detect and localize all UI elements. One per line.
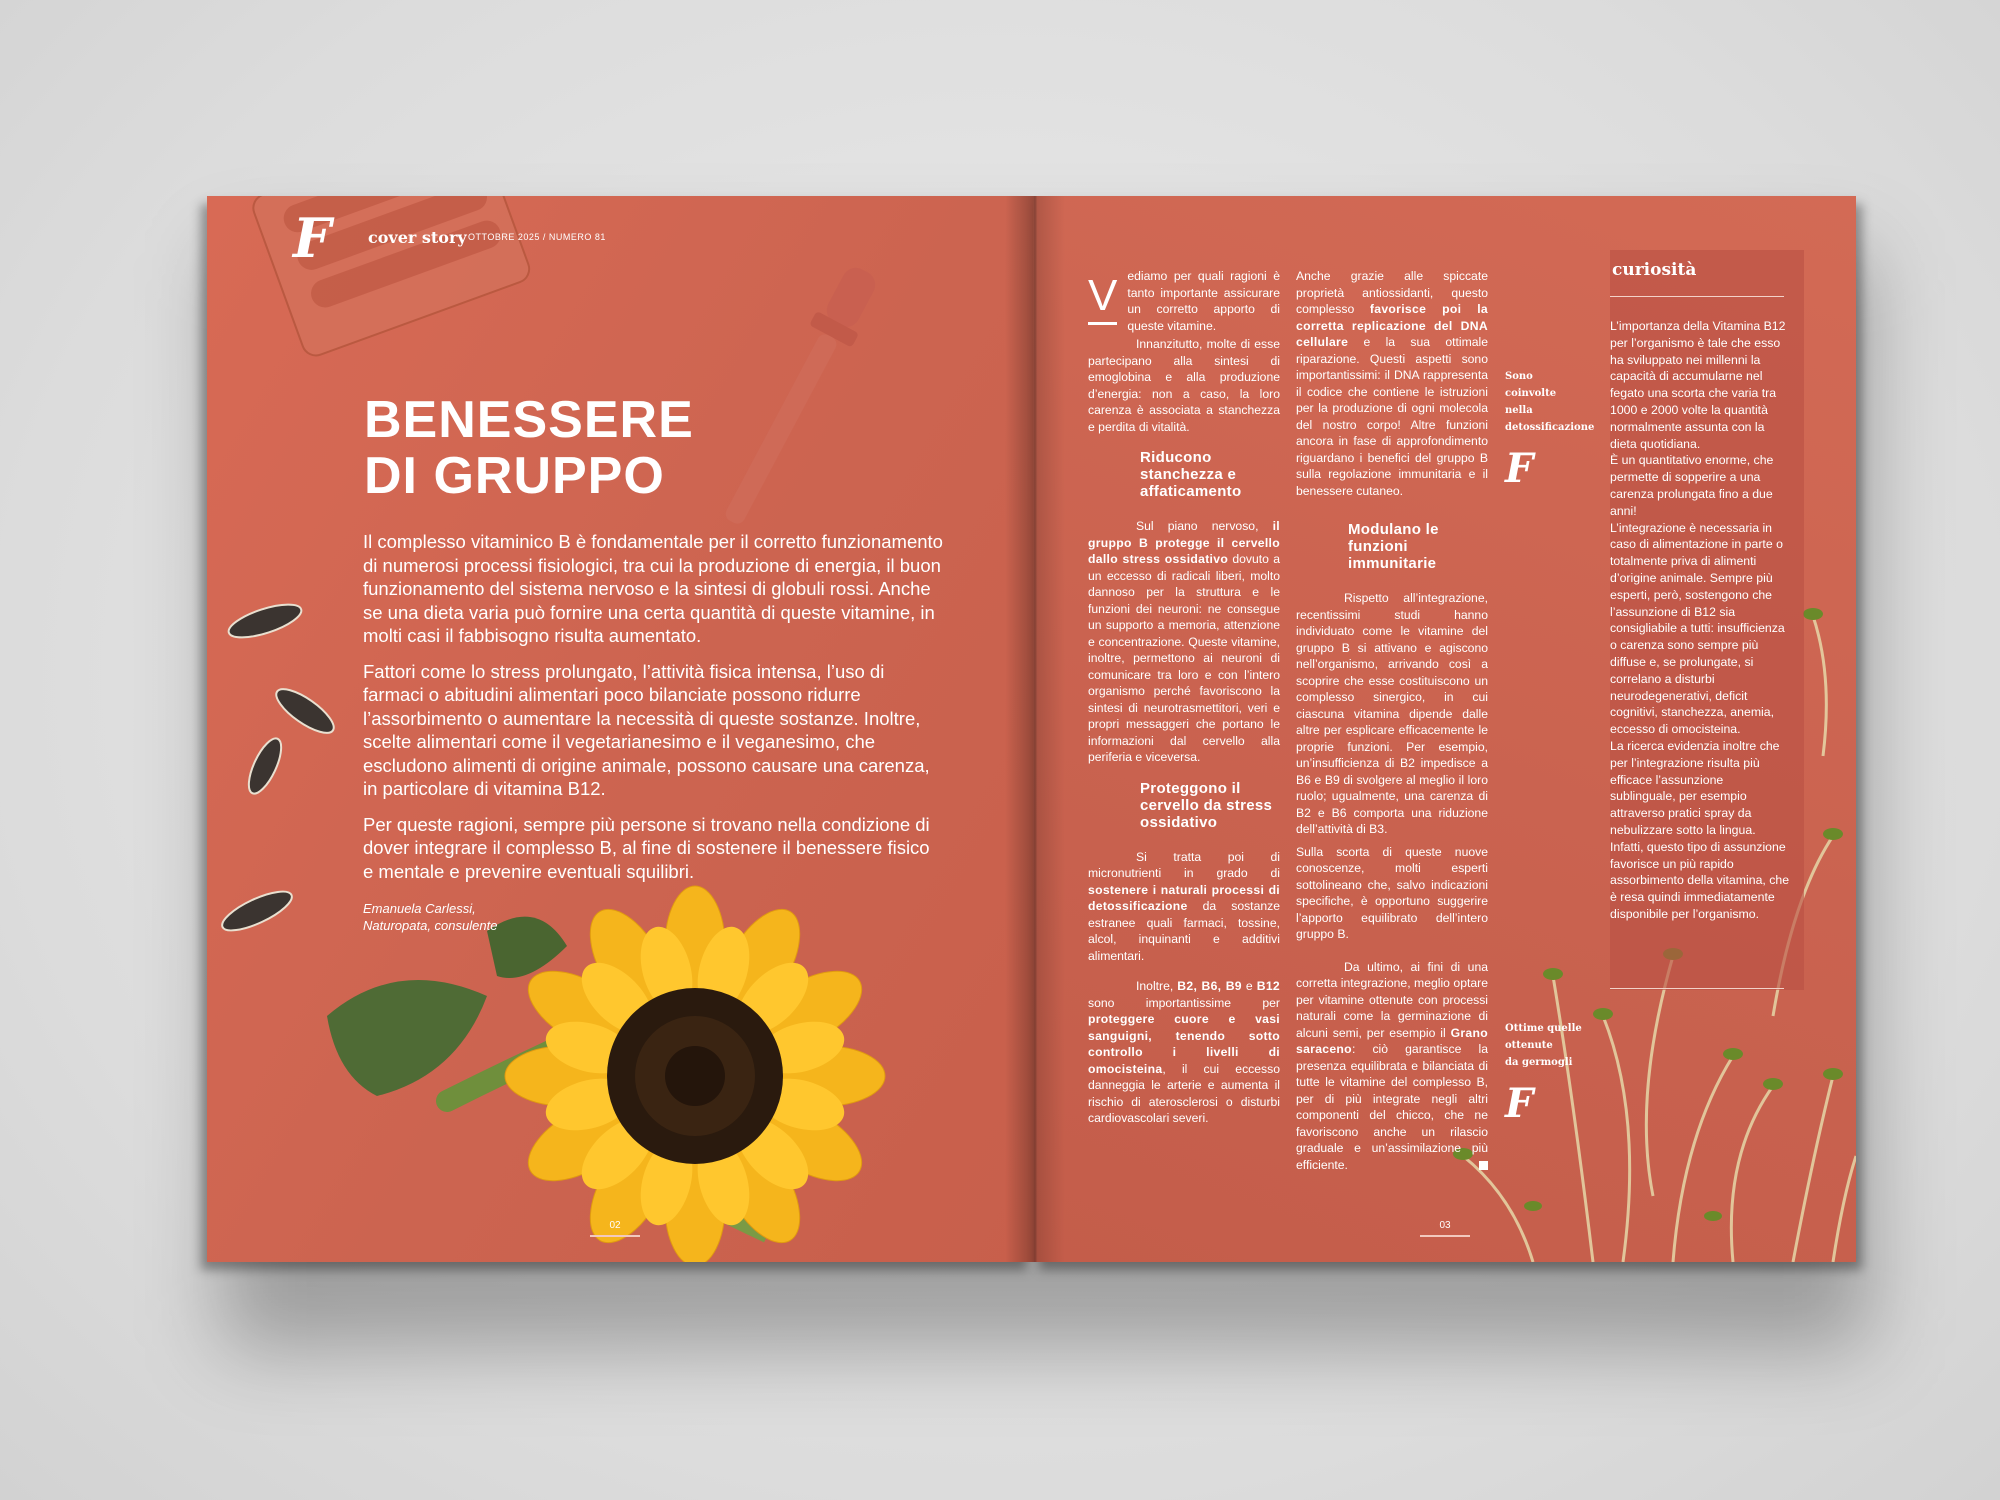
curiosita-paragraph: L’importanza della Vitamina B12 per l’organismo è tale che esso ha sviluppato nei millenni la capacità di accumularne nel fegato una scorta che varia tra 1000 e 2000 volte la quantità normalmente assunta con la dieta quotidiana. (1610, 319, 1786, 451)
col1-paragraph: ediamo per quali ragioni è tanto importante assicurare un corretto apporto di queste vitamine. (1127, 269, 1280, 333)
col1-paragraph: Inoltre, B2, B6, B9 e B12 sono importantissime per proteggere cuore e vasi sanguigni, tenendo sotto controllo i livelli di omocisteina, il cui eccesso danneggia le arterie e aumenta il rischio di aterosclerosi o disturbi cardiovascolari severi. (1088, 979, 1280, 1125)
page-number-right: 03 (1420, 1220, 1470, 1237)
curiosita-title: curiosità (1612, 260, 1697, 280)
spine-gutter (1005, 196, 1065, 1262)
curiosita-paragraph: L’integrazione è necessaria in caso di alimentazione in parte o totalmente priva di alimenti d’origine animale. Sempre più esperti, però, sostengono che l’assunzione di B12 sia consigliabile a tutti: insufficienza o carenza sono sempre più diffuse e, se prolungate, si correlano a disturbi neurodegenerativi, deficit cognitivi, stanchezza, anemia, eccesso di omocisteina. (1610, 520, 1785, 737)
issue-label: OTTOBRE 2025 / NUMERO 81 (468, 232, 606, 242)
intro-paragraph: Il complesso vitaminico B è fondamentale per il corretto funzionamento di numerosi processi fisiologici, tra cui la produzione di energia, il buon funzionamento del sistema nervoso e la sintesi di globuli rossi. Anche se una dieta varia può fornire una certa quantità di queste vitamine, in molti casi il fabbisogno risulta aumentato. (363, 531, 943, 646)
title-line-2: DI GRUPPO (364, 447, 665, 505)
side-note-germogli: Ottime quelle ottenute da germogli (1505, 1023, 1582, 1068)
intro-paragraph: Per queste ragioni, sempre più persone si trovano nella condizione di dover integrare il complesso B, al fine di sostenere il benessere fisico e mentale e prevenire eventuali squilibri. (363, 813, 930, 882)
col1-paragraph: Innanzitutto, molte di esse partecipano alla sintesi di emoglobina e alla produzione d’energia: non a caso, la loro carenza è associata a stanchezza e perdita di vitalità. (1088, 337, 1280, 434)
col2-paragraph: Sulla scorta di queste nuove conoscenze, molti esperti sottolineano che, salvo indicazioni specifiche, è opportuno suggerire l’apporto equilibrato dell’intero gruppo B. (1296, 844, 1488, 941)
side-logo-icon: F (1505, 445, 1534, 492)
subheading-riducono: Riducono stanchezza e affaticamento (1140, 449, 1242, 500)
side-note-detox: Sono coinvolte nella detossificazione (1505, 371, 1595, 433)
col1-paragraph: Si tratta poi di micronutrienti in grado di sostenere i naturali processi di detossificazione da sostanze estranee quali farmaci, tossine, alcol, inquinanti e additivi alimentari. (1088, 849, 1280, 963)
col2-paragraph: Rispetto all’integrazione, recentissimi studi hanno individuato come le vitamine del gruppo B si attivano e agiscono nell’organismo, arrivando così a scoprire che esse costituiscono un complesso sinergico, in cui ciascuna vitamina dipende dalle altre per esplicare efficacemente le proprie funzioni. Per esempio, un’insufficienza di B2 impedisce a B6 e B9 di svolgere al meglio il loro ruolo; ugualmente, una carenza di B2 e B6 comporta una riduzione dell’attività di B3. (1296, 591, 1488, 836)
col2-paragraph: Anche grazie alle spiccate proprietà antiossidanti, questo complesso favorisce poi la corretta replicazione del DNA cellulare e la sua ottimale riparazione. Questi aspetti sono importantissimi: il DNA rappresenta il codice che contiene le istruzioni per la produzione di ogni molecola del nostro corpo! Altre funzioni ancora in fase di approfondimento riguardano i benefici del gruppo B sulla regolazione immunitaria e il benessere cutaneo. (1296, 269, 1488, 498)
dropper-image (711, 260, 887, 533)
col1-paragraph: Sul piano nervoso, il gruppo B protegge il cervello dallo stress ossidativo dovuto a un eccesso di radicali liberi, molto dannoso per la struttura e le funzioni dei neuroni: ne consegue un supporto a memoria, attenzione e concentrazione. Queste vitamine, inoltre, permettono ai neuroni di comunicare tra loro e con l’intero organismo perché favoriscono la sintesi di neurotrasmettitori, veri e propri messaggeri che portano le informazioni dal cervello alla periferia e viceversa. (1088, 519, 1280, 764)
curiosita-paragraph: È un quantitativo enorme, che permette di sopperire a una carenza prolungata fino a due anni! (1610, 453, 1774, 518)
blister-pack-image (249, 196, 533, 359)
drop-cap: V (1088, 274, 1117, 325)
curiosita-paragraph: La ricerca evidenzia inoltre che per l’integrazione risulta più efficace l’assunzione sublinguale, per esempio attraverso pratici spray da nebulizzare sotto la lingua. Infatti, questo tipo di assunzione favorisce un più rapido assorbimento della vitamina, che è resa quindi immediatamente disponibile per l’organismo. (1610, 738, 1790, 921)
sunflower-image (327, 886, 885, 1262)
article-column-2 (1296, 268, 1488, 1179)
byline (363, 900, 497, 934)
article-title (364, 392, 694, 504)
title-line-1: BENESSERE (364, 391, 694, 449)
sunflower-seeds-image (217, 598, 339, 938)
intro-paragraph: Fattori come lo stress prolungato, l’attività fisica intensa, l’uso di farmaci o abitudini alimentari poco bilanciate possono ridurre l’assorbimento o aumentare la necessità di queste sostanze. Inoltre, scelte alimentari come il vegetarianesimo e il veganesimo, che escludono alimenti di origine animale, possono causare una carenza, in particolare di vitamina B12. (363, 660, 930, 799)
end-square-icon (1479, 1161, 1488, 1170)
curiosita-top-rule (1610, 296, 1784, 297)
side-logo-icon: F (1505, 1080, 1534, 1127)
curiosita-text (1610, 318, 1790, 923)
magazine-logo: F (293, 206, 332, 270)
article-column-1 (1088, 268, 1280, 1133)
article-intro (363, 530, 943, 895)
col2-paragraph: Da ultimo, ai fini di una corretta integrazione, meglio optare per vitamine ottenute con processi naturali come la germinazione di alcuni semi, per esempio il Grano saraceno: ciò garantisce la presenza equilibrata e bilanciata di tutte le vitamine del complesso B, per di più integrate negli altri componenti del chicco, che ne favoriscono anche un rilascio graduale e un’assimilazione più efficiente. (1296, 959, 1488, 1172)
subheading-modulano: Modulano le funzioni immunitarie (1348, 521, 1439, 572)
curiosita-bottom-rule (1610, 988, 1784, 989)
byline-name: Emanuela Carlessi, (363, 901, 476, 916)
page-number-left: 02 (590, 1220, 640, 1237)
section-label: cover story (368, 228, 467, 247)
subheading-proteggono: Proteggono il cervello da stress ossidativo (1140, 779, 1273, 831)
byline-role: Naturopata, consulente (363, 918, 498, 933)
